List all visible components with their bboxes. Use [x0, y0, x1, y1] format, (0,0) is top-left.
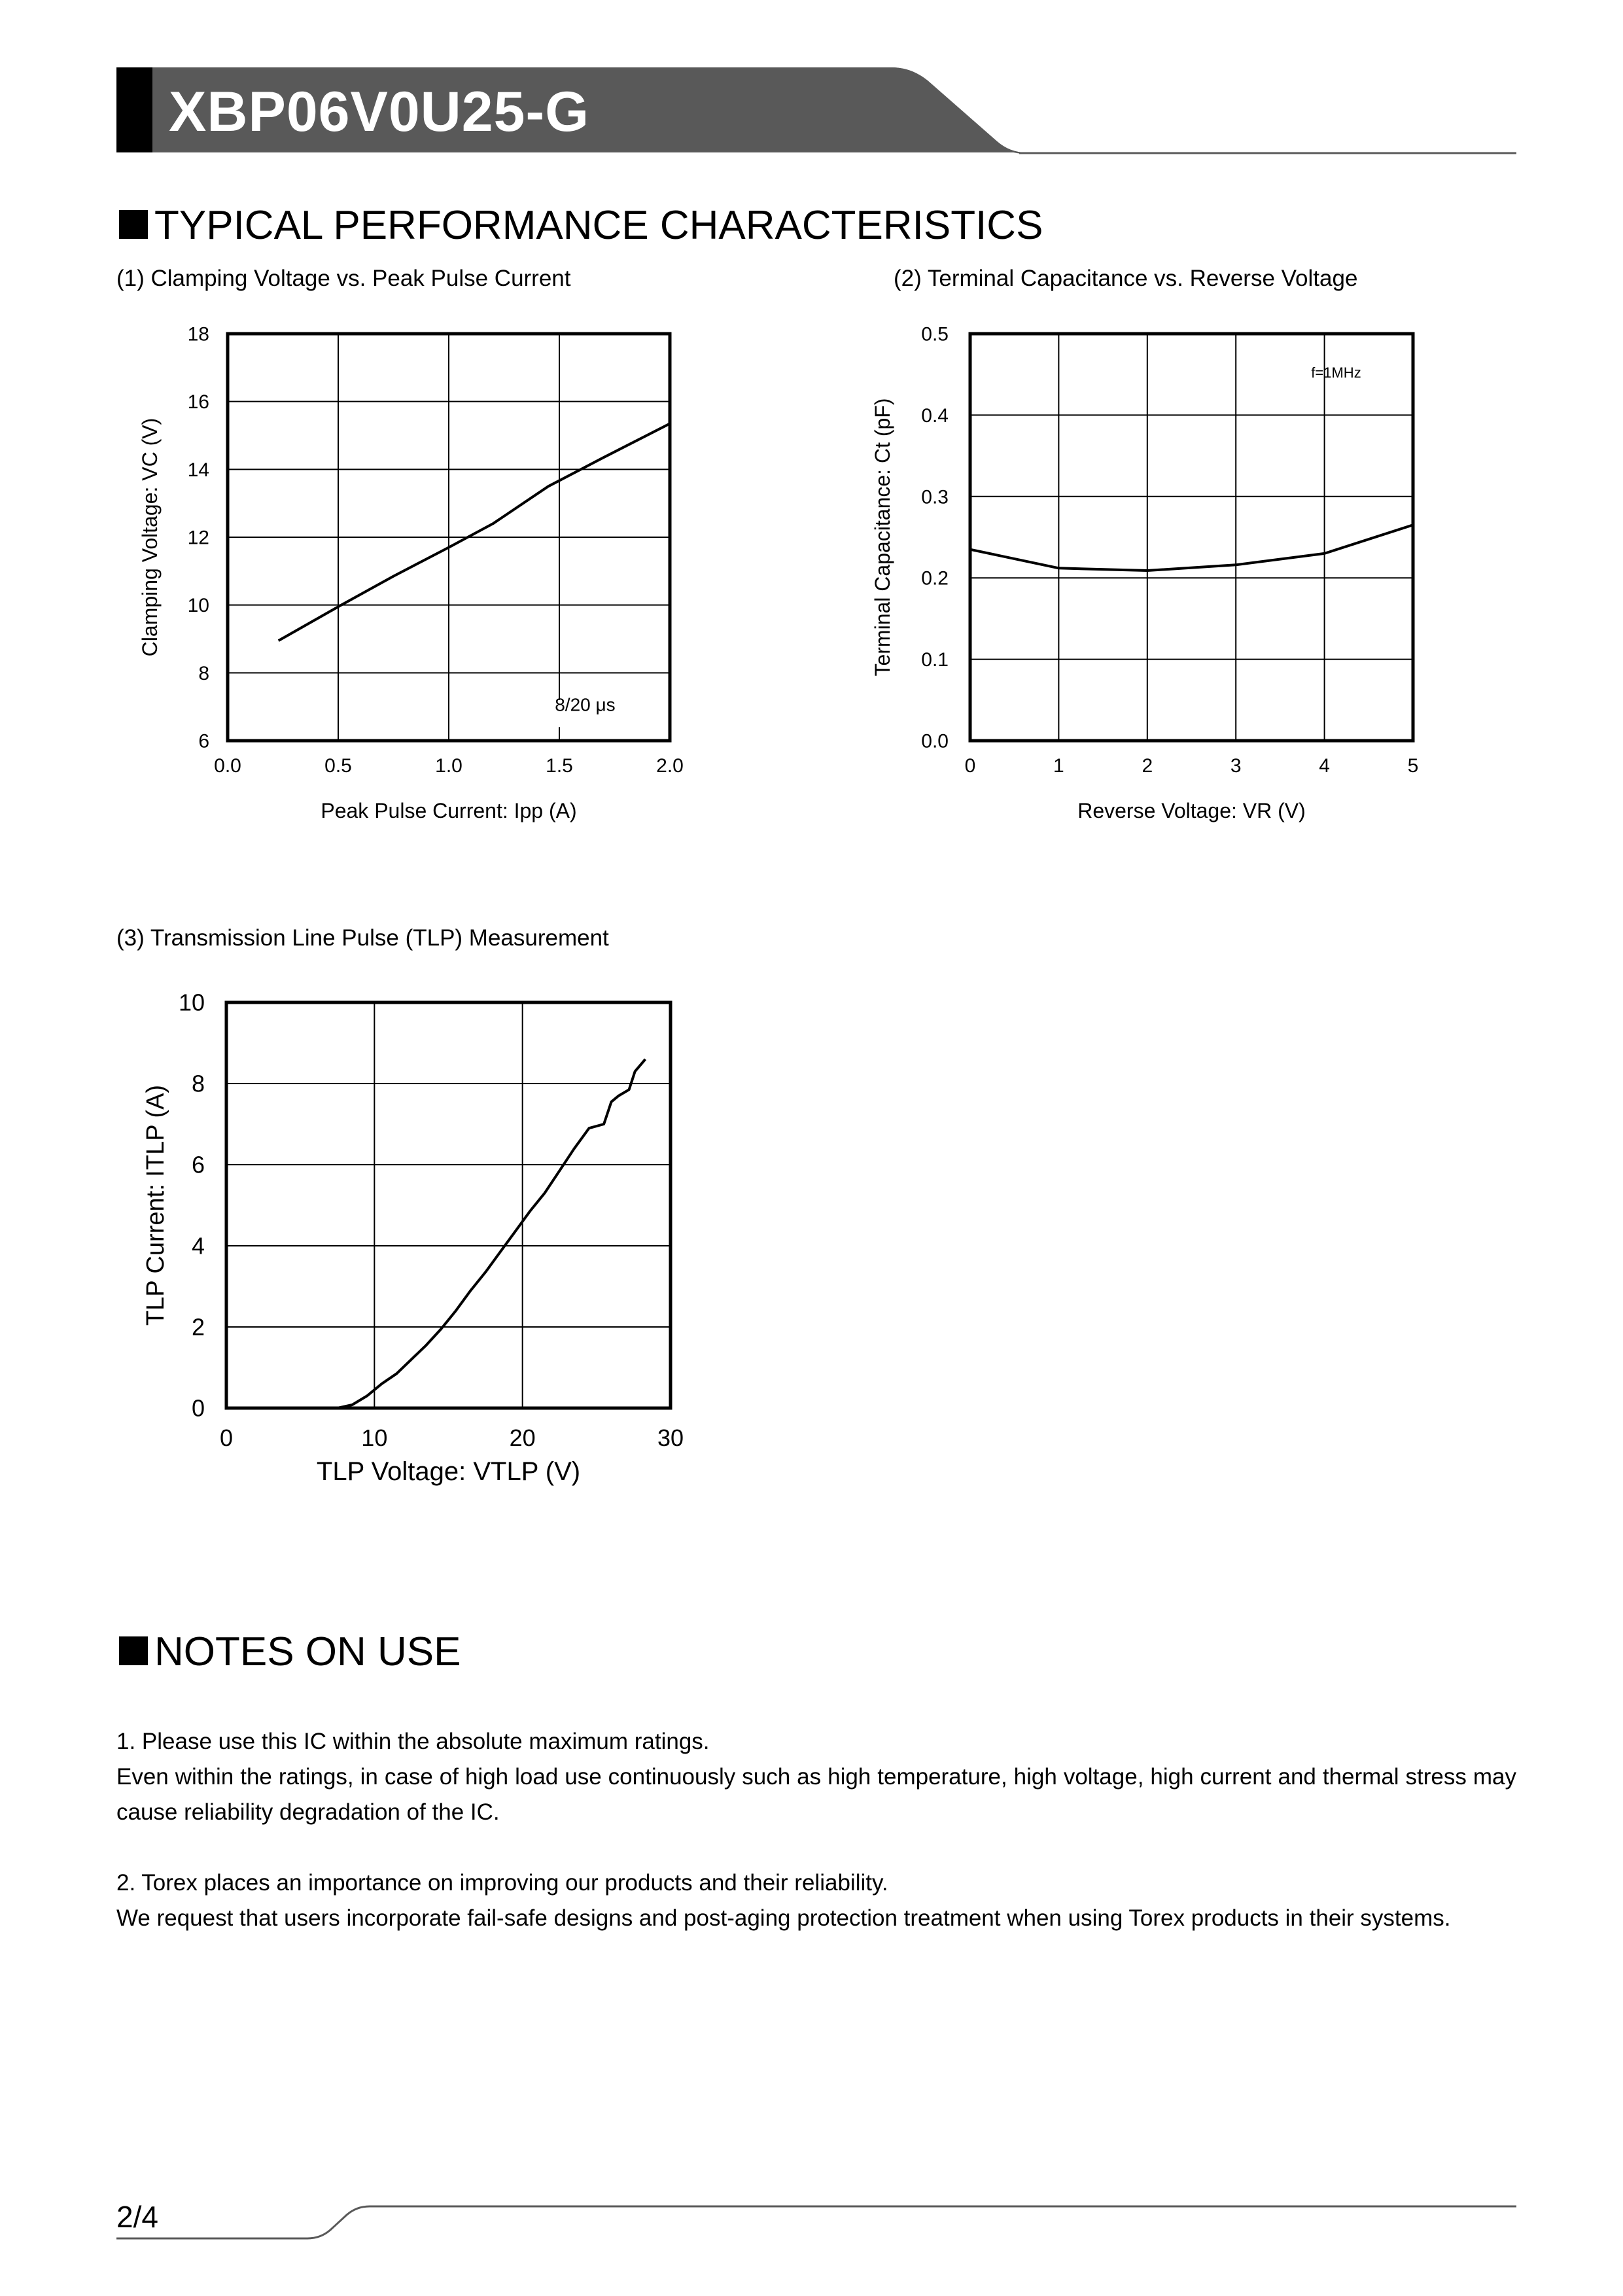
annotation-pulse: 8/20 μs — [555, 694, 616, 715]
y-tick-label: 4 — [191, 1232, 205, 1260]
x-tick-label: 1.0 — [435, 755, 462, 777]
chart-caption-cap: (2) Terminal Capacitance vs. Reverse Voltage — [894, 266, 1358, 291]
chart-cap — [871, 324, 1418, 823]
y-tick-label: 18 — [187, 323, 209, 345]
y-tick-label: 10 — [187, 595, 209, 617]
chart-caption-clamp: (1) Clamping Voltage vs. Peak Pulse Current — [116, 266, 571, 291]
x-axis-label: Reverse Voltage: VR (V) — [1077, 799, 1306, 822]
x-tick-label: 3 — [1230, 755, 1242, 777]
square-bullet-icon — [119, 1636, 148, 1665]
annotation-frequency: f=1MHz — [1311, 364, 1361, 381]
y-tick-label: 6 — [191, 1151, 205, 1178]
y-tick-label: 0.4 — [921, 404, 949, 427]
y-axis-label: Clamping Voltage: VC (V) — [138, 417, 162, 657]
chart-tlp — [142, 989, 684, 1486]
notes-body — [116, 1724, 1516, 1936]
y-tick-label: 0 — [191, 1394, 205, 1422]
y-tick-label: 16 — [187, 391, 209, 414]
x-tick-label: 0 — [964, 755, 976, 777]
series-line — [970, 525, 1413, 571]
note-2-body: We request that users incorporate fail-safe designs and post-aging protection treatment when using Torex products in their systems. — [116, 1905, 1451, 1931]
x-tick-label: 4 — [1319, 755, 1330, 777]
y-tick-label: 12 — [187, 527, 209, 549]
y-axis-label: Terminal Capacitance: Ct (pF) — [871, 398, 894, 677]
note-1-heading: 1. Please use this IC within the absolute maximum ratings. — [116, 1729, 710, 1754]
y-axis-label: TLP Current: ITLP (A) — [142, 1084, 169, 1326]
y-tick-label: 14 — [187, 459, 209, 481]
series-line — [279, 423, 670, 641]
y-tick-label: 6 — [198, 730, 209, 752]
x-tick-label: 1 — [1053, 755, 1064, 777]
x-tick-label: 2.0 — [656, 755, 684, 777]
section-title-text: NOTES ON USE — [154, 1629, 461, 1674]
x-tick-label: 20 — [509, 1424, 536, 1451]
plot-frame — [970, 334, 1413, 741]
x-tick-label: 0.0 — [214, 755, 241, 777]
note-2-heading: 2. Torex places an importance on improving our products and their reliability. — [116, 1870, 888, 1896]
x-axis-label: TLP Voltage: VTLP (V) — [316, 1457, 581, 1486]
x-tick-label: 30 — [657, 1424, 684, 1451]
y-tick-label: 10 — [178, 989, 205, 1016]
x-tick-label: 5 — [1407, 755, 1419, 777]
x-tick-label: 10 — [361, 1424, 388, 1451]
y-tick-label: 0.3 — [921, 486, 949, 508]
y-tick-label: 0.5 — [921, 323, 949, 345]
series-line — [253, 1059, 646, 1408]
x-tick-label: 2 — [1142, 755, 1153, 777]
chart-clamp — [138, 324, 684, 823]
x-tick-label: 0.5 — [324, 755, 352, 777]
y-tick-label: 8 — [198, 662, 209, 684]
chart-caption-tlp: (3) Transmission Line Pulse (TLP) Measurement — [116, 925, 609, 951]
y-tick-label: 0.0 — [921, 730, 949, 752]
y-tick-label: 0.2 — [921, 567, 949, 590]
note-1-body: Even within the ratings, in case of high load use continuously such as high temperature, high voltage, high current and thermal stress may cause reliability degradation of the IC. — [116, 1764, 1516, 1825]
section-title-notes — [119, 1626, 461, 1678]
part-number-title: XBP06V0U25-G — [169, 80, 589, 143]
y-tick-label: 0.1 — [921, 649, 949, 671]
x-tick-label: 0 — [219, 1424, 234, 1451]
x-tick-label: 1.5 — [546, 755, 573, 777]
section-title-text: TYPICAL PERFORMANCE CHARACTERISTICS — [154, 203, 1043, 248]
x-axis-label: Peak Pulse Current: Ipp (A) — [321, 799, 577, 822]
plot-frame — [226, 1002, 671, 1408]
y-tick-label: 8 — [191, 1070, 205, 1097]
y-tick-label: 2 — [191, 1313, 205, 1341]
page-number: 2/4 — [116, 2200, 158, 2234]
